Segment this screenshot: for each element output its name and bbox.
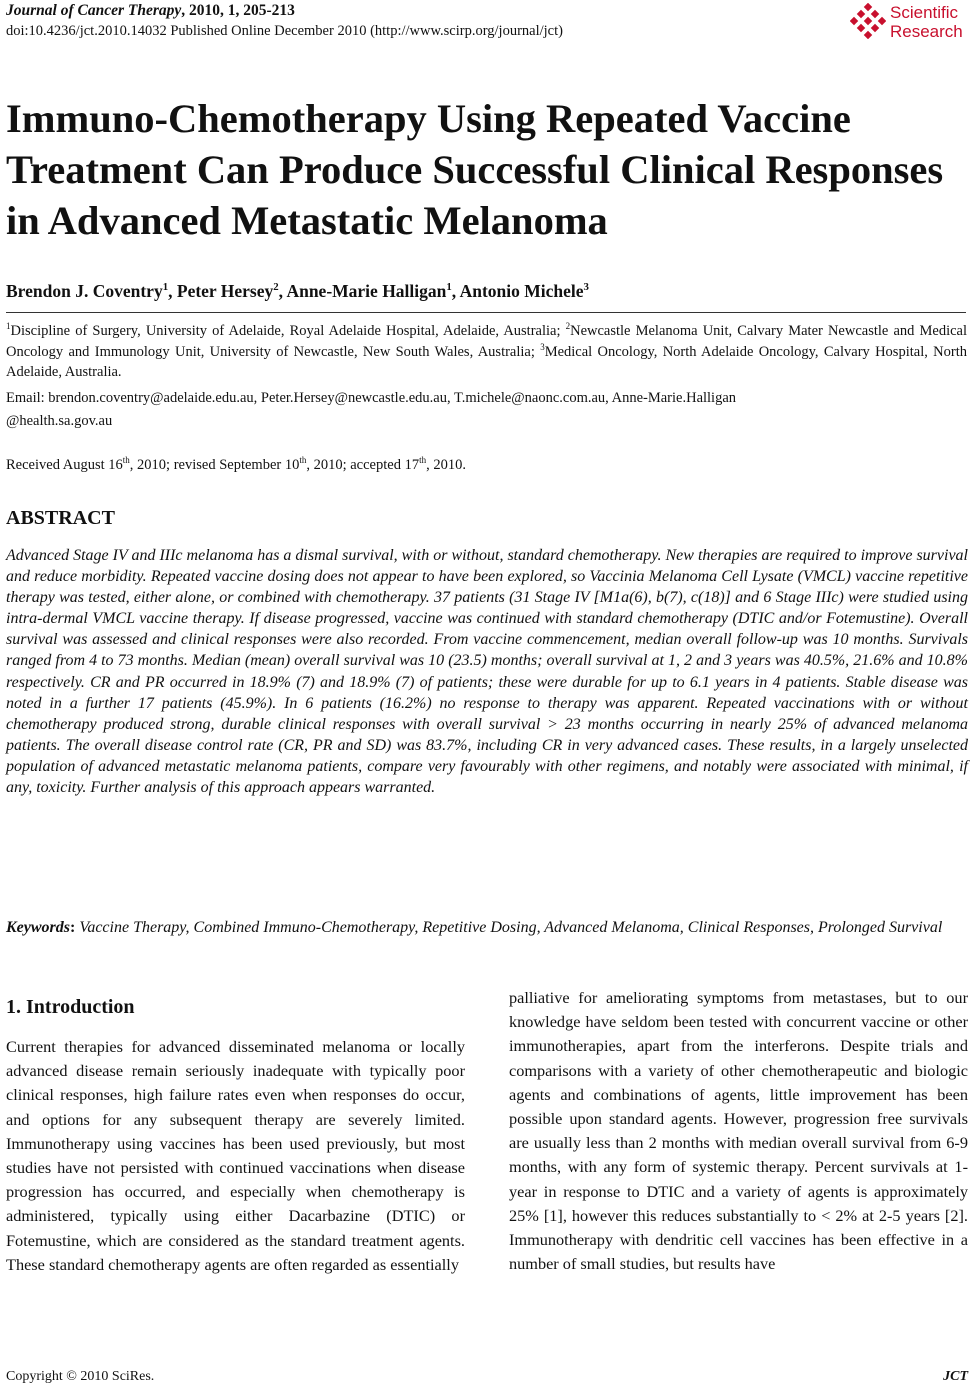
author-list [6,281,589,302]
author: Brendon J. Coventry$^1$, [6,281,177,301]
logo-mark-icon [850,3,886,39]
email-line-continued: @health.sa.gov.au [6,413,113,429]
section-heading: 1. Introduction [6,996,135,1018]
logo-text-line2: Research [890,22,963,41]
keywords: Keywords: Vaccine Therapy, Combined Immuno-Chemotherapy, Repetitive Dosing, Advanced Melanoma, Clinical Responses, Prolonged Survival [6,919,943,936]
author: Anne-Marie Halligan$^1$, [286,281,460,301]
keywords-list: Vaccine Therapy, Combined Immuno-Chemotherapy, Repetitive Dosing, Advanced Melanoma, Clinical Responses, Prolonged Survival [79,919,943,936]
footer-journal-abbrev: JCT [943,1369,968,1384]
footer-copyright: Copyright © 2010 SciRes. [6,1369,155,1384]
journal-name: Journal of Cancer Therapy [6,2,182,19]
body-column-left: Current therapies for advanced disseminated melanoma or locally advanced disease remain seriously inadequate with typically poor clinical responses, high failure rates even when responses do occur, and options for any subsequent therapy are severely limited. Immunotherapy using vaccines has been used previously, but most studies have not persisted with continued vaccinations when disease progression has occurred, and especially when chemotherapy is administered, typically using either Dacarbazine (DTIC) or Fotemustine, which are considered as the standard treatment agents. These standard chemotherapy agents are often regarded as essentially [6,1037,465,1274]
email-line: Email: brendon.coventry@adelaide.edu.au, Peter.Hersey@newcastle.edu.au, T.michele@naonc.com.au, Anne-Marie.Halligan [6,390,737,406]
journal-citation [6,2,295,20]
body-column-right: palliative for ameliorating symptoms from metastases, but to our knowledge have seldom been tested with concurrent vaccine or other immunotherapies, apart from the interferons. Despite trials and comparisons with a variety of other chemotherapeutic and biologic agents and combinations of agents, little improvement has been possible upon standard agents. However, progression free survivals are usually less than 2 months with median overall survival from 6-9 months, with any form of systemic therapy. Percent survivals at 1-year in response to DTIC and a variety of agents is approximately 25% [1], however this reduces substantially to < 2% at 2-5 years [2]. Immunotherapy with dendritic cell vaccines has been effective in a number of small studies, but results have [509,988,968,1274]
abstract-heading: ABSTRACT [6,507,115,529]
affiliations: $^1$Discipline of Surgery, University of Adelaide, Royal Adelaide Hospital, Adelaide, Australia; $^2$Newcastle Melanoma Unit, Calvary Mater Newcastle and Medical Oncology and Immunology Unit, University of Newcastle, New South Wales, Australia; $^3$Medical Oncology, North Adelaide Oncology, Calvary Hospital, North Adelaide, Australia. [6,321,967,380]
author: Peter Hersey$^2$, [176,281,287,301]
author: Antonio Michele$^3$ [459,281,589,301]
abstract-text: Advanced Stage IV and IIIc melanoma has a dismal survival, with or without, standard chemotherapy. New therapies are required to improve survival and reduce morbidity. Repeated vaccine dosing does not appear to have been explored, so Vaccinia Melanoma Cell Lysate (VMCL) vaccine repetitive therapy was tested, either alone, or combined with chemotherapy. 37 patients (31 Stage IV [M1a(6), b(7), c(18)] and 6 Stage IIIc) were studied using intra-dermal VMCL vaccine therapy. If disease progressed, vaccine was continued with standard chemotherapy (DTIC and/or Fotemustine). Overall survival was assessed and clinical responses were also recorded. From vaccine commencement, median overall follow-up was 10 months. Survivals ranged from 4 to 73 months. Median (mean) overall survival was 10 (23.5) months; overall survival at 1, 2 and 3 years was 40.5%, 21.6% and 10.8% respectively. CR and PR occurred in 18.9% (7) and 18.9% (7) of patients; these were durable for up to 6.1 years in 4 patients. Stable disease was noted in a further 17 patients (45.9%). In 6 patients (16.2%) no response to therapy was apparent. Repeated vaccinations with or without chemotherapy produced strong, durable clinical responses with overall survival > 23 months occurring in nearly 25% of advanced melanoma patients. The overall disease control rate (CR, PR and SD) was 83.7%, including CR in very advanced cases. These results, in a largely unselected population of advanced metastatic melanoma patients, compare very favourably with other regimens, and notably were associated with minimal, if any, toxicity. Further analysis of this approach appears warranted. [6,547,968,797]
divider [6,312,966,313]
paper-title: Immuno-Chemotherapy Using Repeated Vaccine Treatment Can Produce Successful Clinical Responses in Advanced Metastatic Melanoma [6,96,944,243]
doi-line: doi:10.4236/jct.2010.14032 Published Online December 2010 (http://www.scirp.org/journal/jct) [6,23,563,39]
publisher-logo [850,3,968,45]
keywords-label: Keywords [6,919,70,936]
logo-text-line1: Scientific [890,3,959,22]
journal-volume: , 2010, 1, 205-213 [181,2,295,19]
received-dates: Received August 16th, 2010; revised September 10th, 2010; accepted 17th, 2010. [6,455,466,473]
